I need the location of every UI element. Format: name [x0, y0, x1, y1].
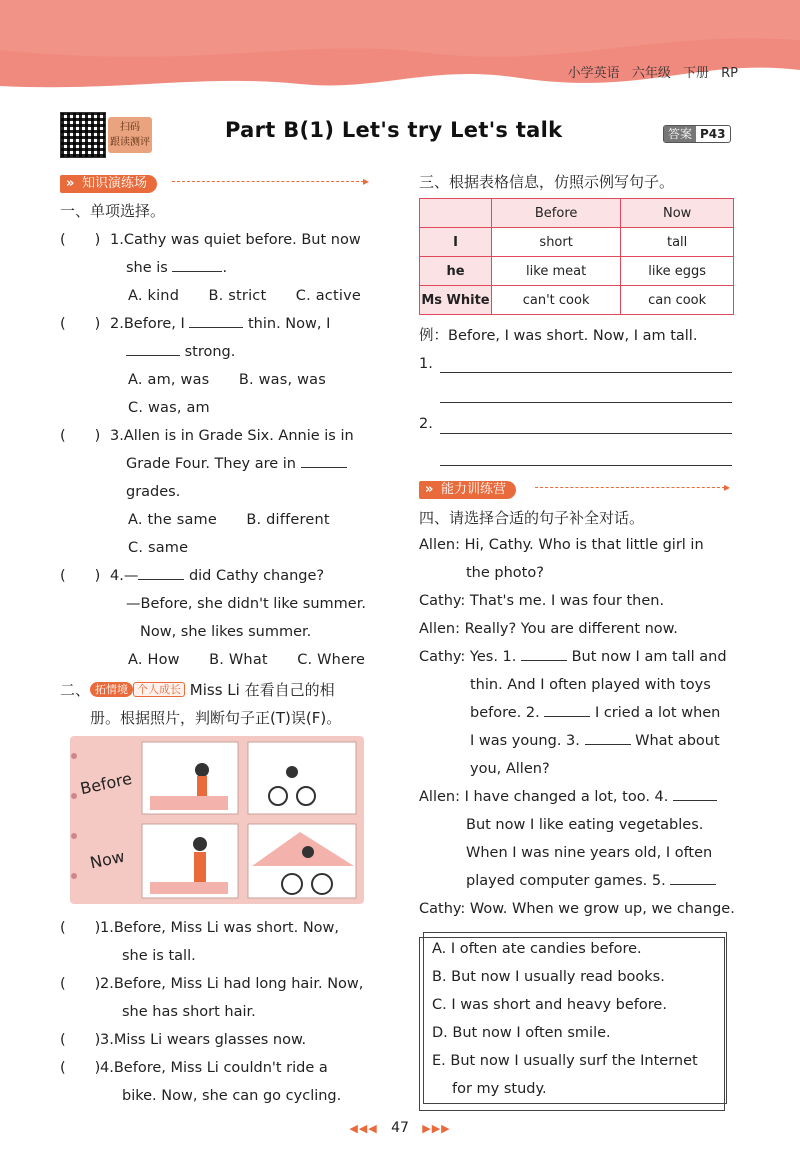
answer-bracket[interactable]: ( ) — [60, 1032, 101, 1048]
q1-item-1-line1: 1.Cathy was quiet before. But now — [110, 232, 361, 248]
subject-label: 小学英语 — [567, 66, 620, 81]
answer-bracket[interactable]: ( ) — [60, 1060, 101, 1076]
answer-bracket[interactable]: ( ) — [60, 316, 101, 332]
fill-blank[interactable] — [544, 703, 590, 717]
page-number: 47 — [391, 1120, 409, 1136]
section-banner-label: » 知识演练场 — [60, 175, 157, 193]
table-cell: tall — [621, 228, 734, 257]
table-cell: can't cook — [492, 286, 621, 315]
table-cell: like eggs — [621, 257, 734, 286]
grade-label: 六年级 — [631, 66, 671, 81]
growth-chip: 个人成长 — [133, 682, 185, 697]
dialogue-line: played computer games. 5. — [466, 871, 716, 891]
table-cell: like meat — [492, 257, 621, 286]
qr-code-icon[interactable] — [60, 112, 106, 158]
q2-item-1-line1: 1.Before, Miss Li was short. Now, — [100, 920, 340, 936]
q3-example: 例：Before, I was short. Now, I am tall. — [419, 328, 698, 344]
dialogue-line: When I was nine years old, I often — [466, 845, 713, 861]
option-e-cont: for my study. — [452, 1081, 547, 1097]
answer-bracket[interactable]: ( ) — [60, 232, 101, 248]
table-header-row — [420, 199, 734, 228]
q2-item-4-line1: 4.Before, Miss Li couldn't ride a — [100, 1060, 328, 1076]
answer-label: 答案 — [664, 126, 696, 142]
photo-label-before: Before — [78, 768, 134, 799]
option-d: D. But now I often smile. — [432, 1025, 611, 1041]
q1-item-4-line3: Now, she likes summer. — [140, 624, 312, 640]
dialogue-line: before. 2. I cried a lot when — [470, 705, 721, 721]
answer-bracket[interactable]: ( ) — [60, 428, 101, 444]
fill-blank[interactable] — [670, 871, 716, 885]
q1-item-3-line2: Grade Four. They are in — [126, 454, 347, 474]
dialogue-line: Allen: Really? You are different now. — [419, 621, 678, 637]
q1-item-3-line1: 3.Allen is in Grade Six. Annie is in — [110, 428, 354, 444]
fill-blank[interactable] — [301, 454, 347, 468]
dialogue-line: you, Allen? — [470, 761, 550, 777]
write-line[interactable] — [440, 372, 732, 373]
fill-blank[interactable] — [138, 566, 184, 580]
q1-item-1-line2: she is . — [126, 260, 228, 276]
table-cell: Ms White — [420, 286, 492, 315]
dialogue-line: Allen: I have changed a lot, too. 4. — [419, 787, 717, 807]
q1-heading: 一、单项选择。 — [60, 202, 166, 220]
write-line[interactable] — [440, 402, 732, 403]
dialogue-line: Allen: Hi, Cathy. Who is that little girl in — [419, 537, 704, 553]
arrow-right-icon: ▸ — [363, 174, 370, 188]
answer-bracket[interactable]: ( ) — [60, 568, 101, 584]
header-meta — [560, 62, 738, 81]
fill-blank[interactable] — [585, 731, 631, 745]
dialogue-line: Cathy: That's me. I was four then. — [419, 593, 665, 609]
write-line[interactable] — [440, 465, 732, 466]
q1-item-2-line1: 2.Before, I thin. Now, I — [110, 316, 331, 332]
dialogue-line: thin. And I often played with toys — [470, 677, 711, 693]
qr-tag-line2: 跟读测评 — [110, 137, 150, 148]
qr-scan-tag[interactable] — [108, 117, 152, 153]
q2-item-2-line2: she has short hair. — [122, 1004, 256, 1020]
table-header-now: Now — [621, 199, 734, 228]
table-row — [420, 228, 734, 257]
dialogue-line: Cathy: Yes. 1. But now I am tall and — [419, 649, 727, 665]
q2-item-1-line2: she is tall. — [122, 948, 196, 964]
fill-blank[interactable] — [172, 258, 222, 272]
q1-item-3-options: A. the same B. different — [128, 512, 330, 528]
section-banner-ability — [419, 478, 734, 496]
q2-item-2-line1: 2.Before, Miss Li had long hair. Now, — [100, 976, 364, 992]
q1-item-2-line2: strong. — [126, 342, 235, 362]
q1-item-3-option-c: C. same — [128, 540, 189, 556]
fill-blank[interactable] — [673, 787, 717, 801]
info-table — [419, 198, 734, 315]
photo-label-now: Now — [88, 846, 127, 873]
table-cell: I — [420, 228, 492, 257]
page-header — [0, 0, 800, 92]
dialogue-line: But now I like eating vegetables. — [466, 817, 704, 833]
photo-album-image — [70, 736, 364, 904]
table-cell: he — [420, 257, 492, 286]
answer-bracket[interactable]: ( ) — [60, 976, 101, 992]
q4-heading: 四、请选择合适的句子补全对话。 — [419, 509, 645, 527]
table-header-before: Before — [492, 199, 621, 228]
context-chip: 拓情境 — [90, 682, 133, 697]
volume-label: 下册 — [682, 66, 709, 81]
section-banner-label: » 能力训练营 — [419, 481, 516, 499]
arrows-right-icon: ▶▶▶ — [422, 1122, 451, 1135]
edition-label: RP — [721, 66, 738, 81]
page-title: Part B(1) Let's try Let's talk — [225, 118, 563, 142]
table-cell: short — [492, 228, 621, 257]
table-row — [420, 286, 734, 315]
fill-blank[interactable] — [126, 342, 180, 356]
q1-item-4-line2: —Before, she didn't like summer. — [126, 596, 366, 612]
dialogue-line: Cathy: Wow. When we grow up, we change. — [419, 901, 735, 917]
q1-item-1-options: A. kind B. strict C. active — [128, 288, 361, 304]
dialogue-line: the photo? — [466, 565, 544, 581]
option-b: B. But now I usually read books. — [432, 969, 665, 985]
table-cell — [420, 199, 492, 228]
fill-blank[interactable] — [521, 647, 567, 661]
q2-heading: 二、 拓情境 个人成长 Miss Li 在看自己的相 — [60, 681, 335, 699]
answer-reference[interactable] — [663, 125, 731, 143]
banner-dash-line — [172, 181, 364, 182]
banner-dash-line — [535, 487, 725, 488]
q1-item-2-options: A. am, was B. was, was — [128, 372, 327, 388]
answer-page: P43 — [700, 127, 726, 141]
page-footer — [0, 1120, 800, 1136]
qr-tag-line1: 扫码 — [120, 122, 140, 133]
option-c: C. I was short and heavy before. — [432, 997, 667, 1013]
q1-item-4-line1: 4.— did Cathy change? — [110, 568, 325, 584]
table-row — [420, 257, 734, 286]
q2-heading-line2: 册。根据照片，判断句子正(T)误(F)。 — [90, 709, 342, 727]
fill-blank[interactable] — [189, 314, 243, 328]
q1-item-3-line3: grades. — [126, 484, 181, 500]
q2-item-4-line2: bike. Now, she can go cycling. — [122, 1088, 342, 1104]
table-cell: can cook — [621, 286, 734, 315]
write-line[interactable] — [440, 433, 732, 434]
options-box — [423, 932, 727, 1104]
arrow-right-icon: ▸ — [724, 480, 731, 494]
option-a: A. I often ate candies before. — [432, 941, 642, 957]
answer-bracket[interactable]: ( ) — [60, 920, 101, 936]
q2-item-3-line1: 3.Miss Li wears glasses now. — [100, 1032, 307, 1048]
q3-line-1-num: 1. — [419, 356, 433, 372]
arrows-left-icon: ◀◀◀ — [349, 1122, 378, 1135]
q3-heading: 三、根据表格信息，仿照示例写句子。 — [419, 173, 675, 191]
q1-item-2-option-c: C. was, am — [128, 400, 210, 416]
q3-line-2-num: 2. — [419, 416, 433, 432]
dialogue-line: I was young. 3. What about — [470, 733, 720, 749]
option-e: E. But now I usually surf the Internet — [432, 1053, 698, 1069]
album-illustration — [70, 736, 364, 904]
section-banner-practice — [60, 172, 375, 190]
q1-item-4-options: A. How B. What C. Where — [128, 652, 366, 668]
